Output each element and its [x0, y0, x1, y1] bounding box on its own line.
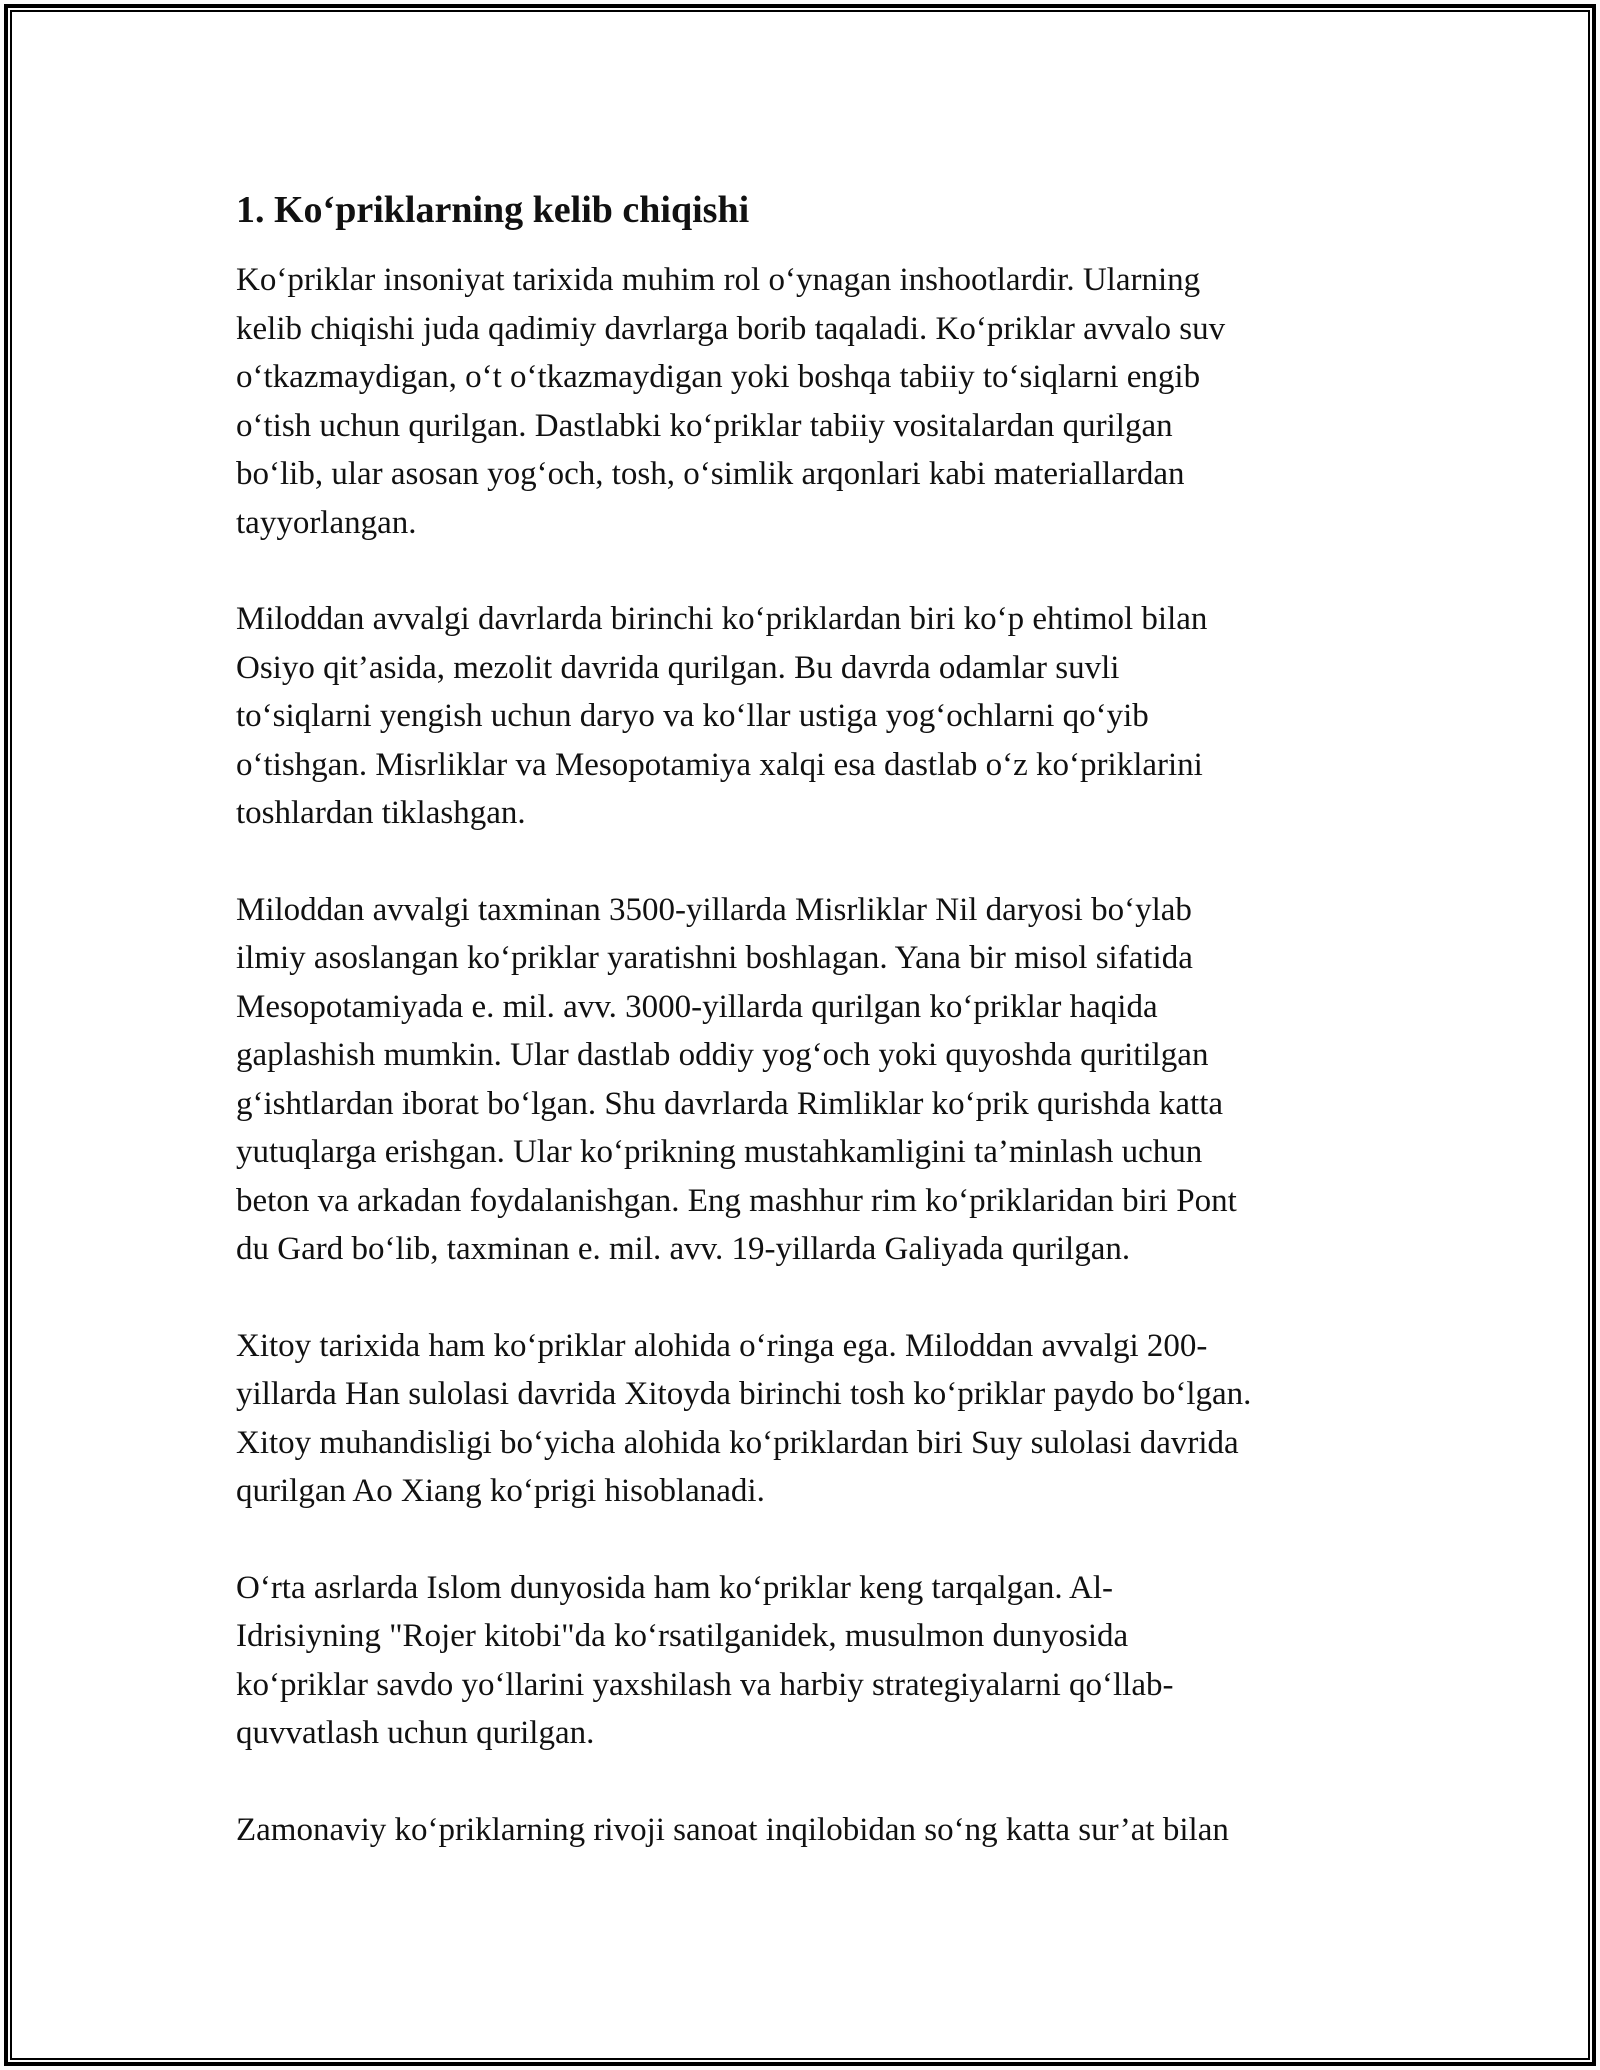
paragraph-line: beton va arkadan foydalanishgan. Eng mashhur rim ko‘priklaridan biri Pont	[236, 1182, 1237, 1219]
paragraph	[236, 1322, 1376, 1516]
paragraph-line: quvvatlash uchun qurilgan.	[236, 1715, 595, 1751]
paragraph-line: Miloddan avvalgi davrlarda birinchi ko‘priklardan biri ko‘p ehtimol bilan	[236, 601, 1208, 637]
paragraph-line: du Gard bo‘lib, taxminan e. mil. avv. 19-yillarda Galiyada qurilgan.	[236, 1231, 1131, 1267]
paragraph-line: to‘siqlarni yengish uchun daryo va ko‘llar ustiga yog‘ochlarni qo‘yib	[236, 698, 1149, 734]
paragraph-line: bo‘lib, ular asosan yog‘och, tosh, o‘simlik arqonlari kabi materiallardan	[236, 456, 1185, 492]
paragraph-line: tayyorlangan.	[236, 504, 417, 541]
document-body	[236, 186, 1376, 1902]
paragraph-line: Ko‘priklar insoniyat tarixida muhim rol o‘ynagan inshootlardir. Ularning	[236, 262, 1201, 298]
paragraph-line: g‘ishtlardan iborat bo‘lgan. Shu davrlarda Rimliklar ko‘prik qurishda katta	[236, 1085, 1224, 1122]
paragraph-line: ko‘priklar savdo yo‘llarini yaxshilash va harbiy strategiyalarni qo‘llab-	[236, 1666, 1174, 1703]
paragraph-list	[236, 256, 1376, 1854]
paragraph-line: Mesopotamiyada e. mil. avv. 3000-yillarda qurilgan ko‘priklar haqida	[236, 988, 1158, 1025]
paragraph-line: toshlardan tiklashgan.	[236, 795, 526, 831]
paragraph-line: o‘tish uchun qurilgan. Dastlabki ko‘priklar tabiiy vositalardan qurilgan	[236, 407, 1173, 444]
paragraph	[236, 595, 1376, 838]
paragraph-line: gaplashish mumkin. Ular dastlab oddiy yog‘och yoki quyoshda quritilgan	[236, 1037, 1209, 1073]
paragraph-line: Osiyo qit’asida, mezolit davrida qurilgan. Bu davrda odamlar suvli	[236, 649, 1120, 686]
paragraph	[236, 1806, 1376, 1855]
paragraph-line: ilmiy asoslangan ko‘priklar yaratishni boshlagan. Yana bir misol sifatida	[236, 940, 1193, 976]
section-heading: 1. Ko‘priklarning kelib chiqishi	[236, 189, 750, 231]
paragraph-line: Xitoy tarixida ham ko‘priklar alohida o‘ringa ega. Miloddan avvalgi 200-	[236, 1327, 1208, 1364]
paragraph-line: Xitoy muhandisligi bo‘yicha alohida ko‘priklardan biri Suy sulolasi davrida	[236, 1424, 1239, 1461]
paragraph-line: Idrisiyning "Rojer kitobi"da ko‘rsatilganidek, musulmon dunyosida	[236, 1618, 1129, 1654]
paragraph	[236, 886, 1376, 1274]
paragraph-line: yutuqlarga erishgan. Ular ko‘prikning mustahkamligini ta’minlash uchun	[236, 1134, 1203, 1170]
paragraph-line: qurilgan Ao Xiang ko‘prigi hisoblanadi.	[236, 1473, 765, 1509]
paragraph-line: O‘rta asrlarda Islom dunyosida ham ko‘priklar keng tarqalgan. Al-	[236, 1569, 1113, 1606]
paragraph-line: o‘tkazmaydigan, o‘t o‘tkazmaydigan yoki boshqa tabiiy to‘siqlarni engib	[236, 359, 1201, 395]
paragraph	[236, 256, 1376, 547]
paragraph-line: o‘tishgan. Misrliklar va Mesopotamiya xalqi esa dastlab o‘z ko‘priklarini	[236, 746, 1203, 783]
paragraph-line: yillarda Han sulolasi davrida Xitoyda birinchi tosh ko‘priklar paydo bo‘lgan.	[236, 1376, 1252, 1412]
paragraph-line: kelib chiqishi juda qadimiy davrlarga borib taqaladi. Ko‘priklar avvalo suv	[236, 310, 1226, 347]
paragraph-line: Miloddan avvalgi taxminan 3500-yillarda Misrliklar Nil daryosi bo‘ylab	[236, 891, 1192, 928]
paragraph-line: Zamonaviy ko‘priklarning rivoji sanoat inqilobidan so‘ng katta sur’at bilan	[236, 1811, 1229, 1848]
paragraph	[236, 1564, 1376, 1758]
